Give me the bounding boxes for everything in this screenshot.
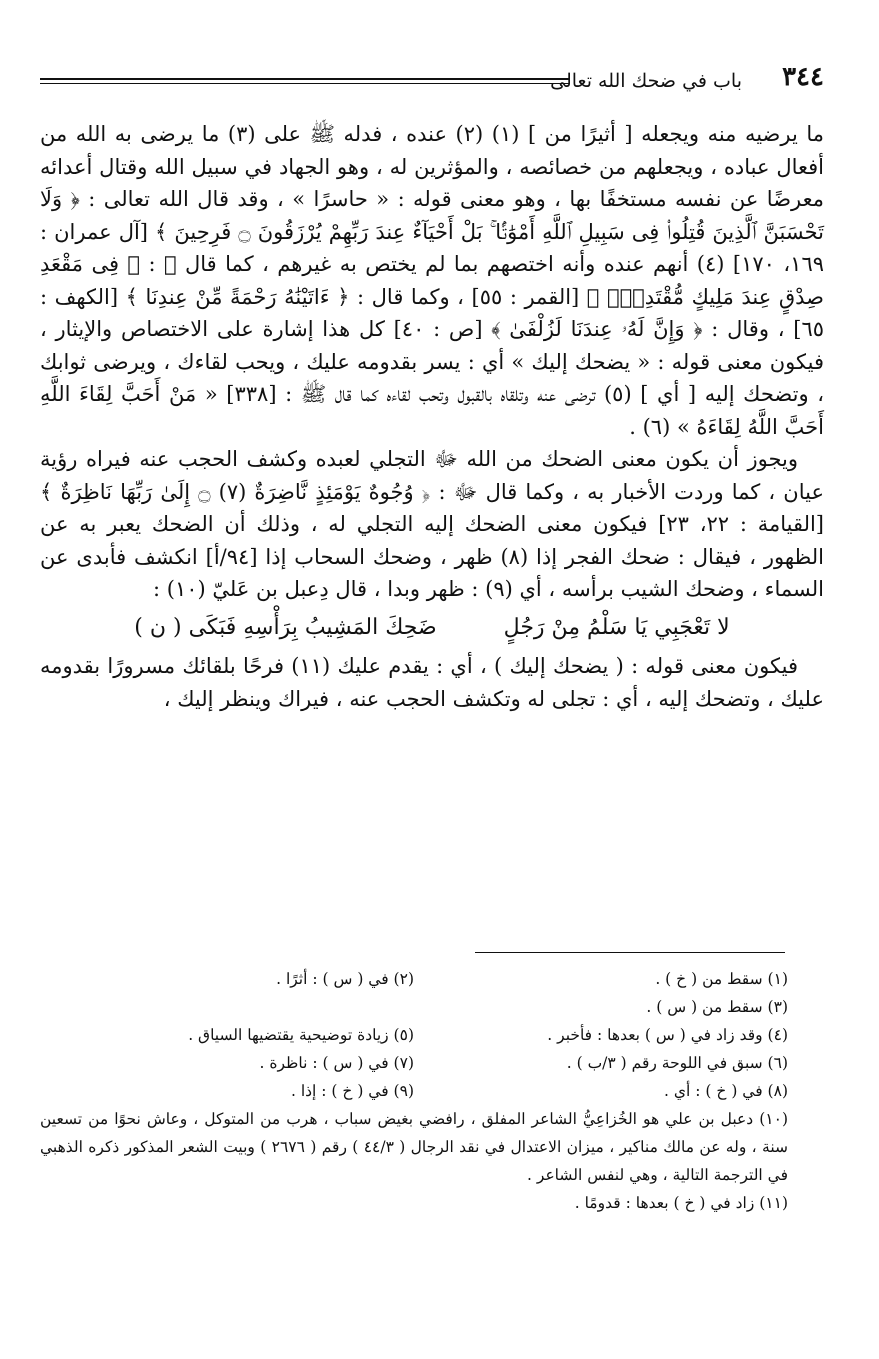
paragraph-2: ويجوز أن يكون معنى الضحك من الله ﷻ التجلي لعبده وكشف الحجب عنه فيراه رؤية عيان ، كما وردت الأخبار به ، وكما قال ﷻ : ﴿ وُجُوهٌ يَوْمَئِذٍ نَّاضِرَةٌ (٧) ۝ إِلَىٰ رَبِّهَا نَاظِرَةٌ ﴾ [القيامة : ٢٢، ٢٣] فيكون معنى الضحك إليه التجلي له ، وذلك أن الضحك يعبر به عن الظهور ، فيقال : ضحك الفجر إذا (٨) ظهر ، وضحك السحاب إذا [٩٤/أ] انكشف فأبدى عن السماء ، وضحك الشيب برأسه ، أي (٩) : ظهر وبدا ، قال دِعبل بن عَليّ (١٠) : bbox=[40, 447, 825, 601]
footnote-11: (١١) زاد في ( خ ) بعدها : قدومًا . bbox=[574, 1194, 788, 1212]
footnote-1: (١) سقط من ( خ ) . bbox=[655, 970, 788, 988]
footnote-2: (٢) في ( س ) : أثرًا . bbox=[276, 970, 414, 988]
footnote-row bbox=[40, 1077, 788, 1105]
paragraph-1: ما يرضيه منه ويجعله [ أثيرًا من ] (١) (٢) عنده ، فدله ﷺ على (٣) ما يرضى به الله من أفعال عباده ، ويجعلهم من خصائصه ، والمؤثرين له ، وهو الجهاد في سبيل الله وقتال أعدائه معرضًا عن نفسه مستخفًا بها ، وهو معنى قوله : « حاسرًا » ، وقد قال الله تعالى : ﴿ وَلَا تَحْسَبَنَّ ٱلَّذِينَ قُتِلُوا۟ فِى سَبِيلِ ٱللَّهِ أَمْوَٰتًۢا ۚ بَلْ أَحْيَآءٌ عِندَ رَبِّهِمْ يُرْزَقُونَ ۝ فَرِحِينَ ﴾ [آل عمران : ١٦٩، ١٧٠] (٤) أنهم عنده وأنه اختصهم بما لم يختص به غيرهم ، كما قال ﷻ : ﴿ فِى مَقْعَدِ صِدْقٍ عِندَ مَلِيكٍ مُّقْتَدِرٍۭ ﴾ [القمر : ٥٥] ، وكما قال : ﴿ ءَاتَيْنَٰهُ رَحْمَةً مِّنْ عِندِنَا ﴾ [الكهف : ٦٥] ، وقال : ﴿ وَإِنَّ لَهُۥ عِندَنَا لَزُلْفَىٰ ﴾ [ص : ٤٠] كل هذا إشارة على الاختصاص والإيثار ، فيكون معنى قوله : « يضحك إليك » أي : يسر بقدومه عليك ، ويحب لقاءك ، ويرضى ثوابك ، وتضحك إليه [ أي ] (٥) ترضى عنه وتلقاه بالقبول وتحب لقاءه كما قال ﷺ : [٣٣٨] « مَنْ أَحَبَّ لِقَاءَ اللَّهِ أَحَبَّ اللَّهُ لِقَاءَهُ » (٦) . bbox=[40, 122, 825, 439]
footnote-3: (٣) سقط من ( س ) . bbox=[646, 998, 788, 1016]
footnote-5: (٥) زيادة توضيحية يقتضيها السياق . bbox=[188, 1026, 414, 1044]
page-number: ٣٤٤ bbox=[782, 62, 824, 92]
paragraph-3: فيكون معنى قوله : ( يضحك إليك ) ، أي : يقدم عليك (١١) فرحًا بلقائك مسرورًا بقدومه عليك ، وتضحك إليه ، أي : تجلى له وتكشف الحجب عنه ، فيراك وينظر إليك ، bbox=[40, 654, 824, 711]
footnote-separator bbox=[475, 952, 785, 953]
footnote-10: (١٠) دعبل بن علي هو الخُزاعِيُّ الشاعر المفلق ، رافضي بغيض سباب ، هرب من المتوكل ، وعاش نحوًا من تسعين سنة ، وله عن مالك مناكير ، ميزان الاعتدال في نقد الرجال ( ٤٤/٣ ) رقم ( ٢٦٧٦ ) وبيت الشعر المذكور ذكره الذهبي في الترجمة التالية ، وهي لنفس الشاعر . bbox=[40, 1110, 788, 1184]
page-header bbox=[40, 62, 824, 102]
footnote-row bbox=[40, 1021, 788, 1049]
running-title: باب في ضحك الله تعالى bbox=[550, 70, 742, 92]
header-rule bbox=[40, 78, 570, 84]
footnote-7: (٧) في ( س ) : ناظرة . bbox=[259, 1054, 414, 1072]
footnote-row bbox=[40, 993, 788, 1021]
verse-second-hemistich: ضَحِكَ المَشِيبُ بِرَأْسِهِ فَبَكَى ( ن ) bbox=[134, 614, 437, 640]
verse-first-hemistich: لا تَعْجَبِي يَا سَلْمُ مِنْ رَجُلٍ bbox=[503, 614, 730, 640]
footnote-row bbox=[40, 965, 788, 993]
footnote-8: (٨) في ( خ ) : أي . bbox=[664, 1082, 788, 1100]
footnotes bbox=[40, 965, 788, 1217]
footnote-9: (٩) في ( خ ) : إذا . bbox=[290, 1082, 414, 1100]
footnote-4: (٤) وقد زاد في ( س ) بعدها : فأخبر . bbox=[547, 1026, 788, 1044]
footnote-6: (٦) سبق في اللوحة رقم ( ٣/ب ) . bbox=[566, 1054, 788, 1072]
main-text bbox=[40, 118, 824, 715]
footnote-row bbox=[40, 1049, 788, 1077]
poetry-verse bbox=[40, 612, 824, 645]
